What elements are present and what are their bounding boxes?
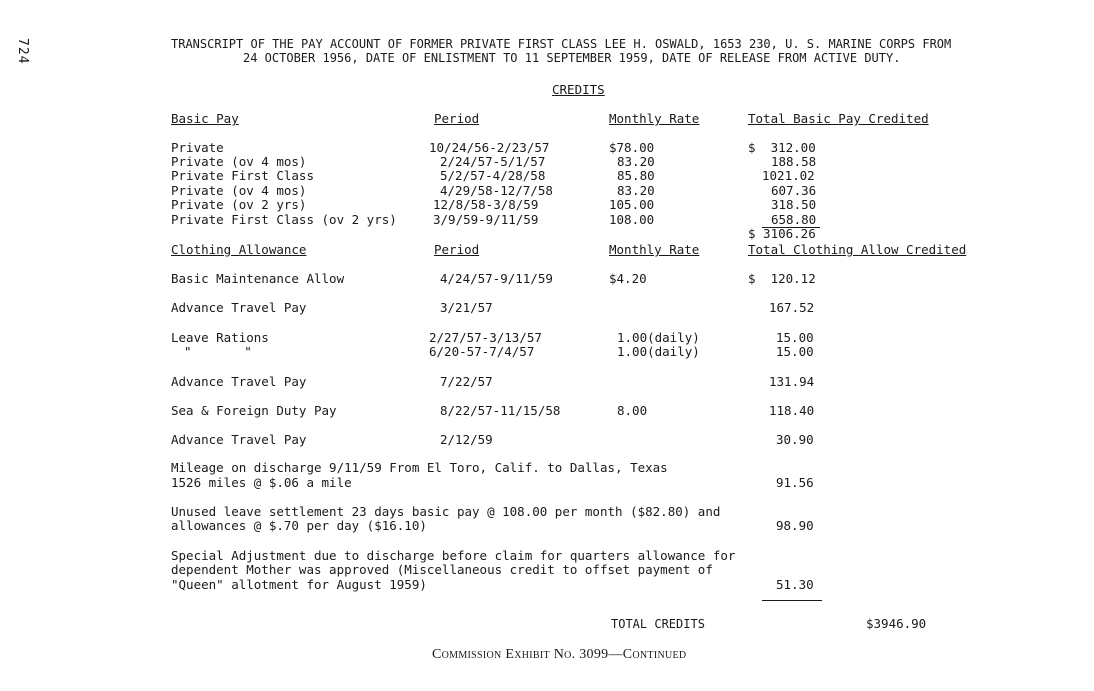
row-item: Leave Rations: [171, 330, 269, 345]
row-period: 2/24/57-5/1/57: [440, 154, 546, 169]
row-item: Advance Travel Pay: [171, 374, 307, 389]
row-period: 6/20-57-7/4/57: [429, 344, 535, 359]
mileage-line-1: Mileage on discharge 9/11/59 From El Toro, Calif. to Dallas, Texas: [171, 460, 668, 475]
row-total: 607.36: [771, 183, 817, 198]
row-period: 2/12/59: [440, 432, 493, 447]
row-total: 188.58: [771, 154, 817, 169]
header-line-1: TRANSCRIPT OF THE PAY ACCOUNT OF FORMER PRIVATE FIRST CLASS LEE H. OSWALD, 1653 230, U. S. MARINE CORPS FROM: [171, 37, 952, 51]
unused-leave-line-1: Unused leave settlement 23 days basic pay @ 108.00 per month ($82.80) and: [171, 504, 721, 519]
row-item: " ": [184, 344, 252, 359]
special-line-2: dependent Mother was approved (Miscellaneous credit to offset payment of: [171, 562, 713, 577]
row-rate: 1.00(daily): [617, 330, 700, 345]
row-total: 318.50: [771, 197, 817, 212]
row-total: 15.00: [776, 344, 814, 359]
row-item: Private (ov 2 yrs): [171, 197, 307, 212]
section-title: CREDITS: [552, 82, 605, 97]
total-header: Total Basic Pay Credited: [748, 111, 929, 126]
row-rate: 83.20: [617, 154, 655, 169]
row-total: 98.90: [776, 518, 814, 533]
row-total: $ 312.00: [748, 140, 816, 155]
mileage-line-2: 1526 miles @ $.06 a mile: [171, 475, 352, 490]
row-item: Advance Travel Pay: [171, 300, 307, 315]
period-header: Period: [434, 242, 480, 257]
row-item: Private First Class (ov 2 yrs): [171, 212, 397, 227]
special-line-3: "Queen" allotment for August 1959): [171, 577, 427, 592]
row-period: 3/9/59-9/11/59: [433, 212, 539, 227]
special-line-1: Special Adjustment due to discharge before claim for quarters allowance for: [171, 548, 736, 563]
total-rule: [762, 600, 822, 601]
row-total: 131.94: [769, 374, 815, 389]
row-period: 4/24/57-9/11/59: [440, 271, 553, 286]
row-total: 167.52: [769, 300, 815, 315]
rate-header: Monthly Rate: [609, 111, 700, 126]
row-period: 2/27/57-3/13/57: [429, 330, 542, 345]
row-total: 30.90: [776, 432, 814, 447]
period-header: Period: [434, 111, 480, 126]
row-total: 51.30: [776, 577, 814, 592]
header-line-2: 24 OCTOBER 1956, DATE OF ENLISTMENT TO 11 SEPTEMBER 1959, DATE OF RELEASE FROM ACTIVE DUTY.: [243, 51, 901, 65]
row-item: Advance Travel Pay: [171, 432, 307, 447]
total-credits-value: $3946.90: [866, 616, 927, 631]
exhibit-caption: Commission Exhibit No. 3099—Continued: [432, 647, 687, 662]
row-item: Basic Maintenance Allow: [171, 271, 345, 286]
row-item: Private First Class: [171, 168, 314, 183]
row-item: Private (ov 4 mos): [171, 154, 307, 169]
row-item: Sea & Foreign Duty Pay: [171, 403, 337, 418]
row-rate: 1.00(daily): [617, 344, 700, 359]
clothing-header: Clothing Allowance: [171, 242, 307, 257]
unused-leave-line-2: allowances @ $.70 per day ($16.10): [171, 518, 427, 533]
row-rate: 8.00: [617, 403, 648, 418]
row-period: 4/29/58-12/7/58: [440, 183, 553, 198]
total-header: Total Clothing Allow Credited: [748, 242, 967, 257]
row-rate: 105.00: [609, 197, 655, 212]
row-rate: 85.80: [617, 168, 655, 183]
row-rate: 83.20: [617, 183, 655, 198]
row-period: 8/22/57-11/15/58: [440, 403, 561, 418]
row-total: 118.40: [769, 403, 815, 418]
row-rate: $78.00: [609, 140, 655, 155]
row-period: 5/2/57-4/28/58: [440, 168, 546, 183]
row-total: $ 120.12: [748, 271, 816, 286]
row-item: Private: [171, 140, 224, 155]
row-rate: $4.20: [609, 271, 647, 286]
rate-header: Monthly Rate: [609, 242, 700, 257]
row-period: 7/22/57: [440, 374, 493, 389]
row-total: 1021.02: [762, 168, 815, 183]
row-total: 15.00: [776, 330, 814, 345]
row-item: Private (ov 4 mos): [171, 183, 307, 198]
row-rate: 108.00: [609, 212, 655, 227]
basic-pay-header: Basic Pay: [171, 111, 239, 126]
page-number: 724: [15, 38, 30, 65]
row-period: 10/24/56-2/23/57: [429, 140, 550, 155]
row-period: 12/8/58-3/8/59: [433, 197, 539, 212]
row-total: 91.56: [776, 475, 814, 490]
row-total: 658.80: [771, 212, 817, 227]
basic-pay-subtotal: $ 3106.26: [748, 226, 816, 241]
row-period: 3/21/57: [440, 300, 493, 315]
total-credits-label: TOTAL CREDITS: [611, 617, 705, 631]
